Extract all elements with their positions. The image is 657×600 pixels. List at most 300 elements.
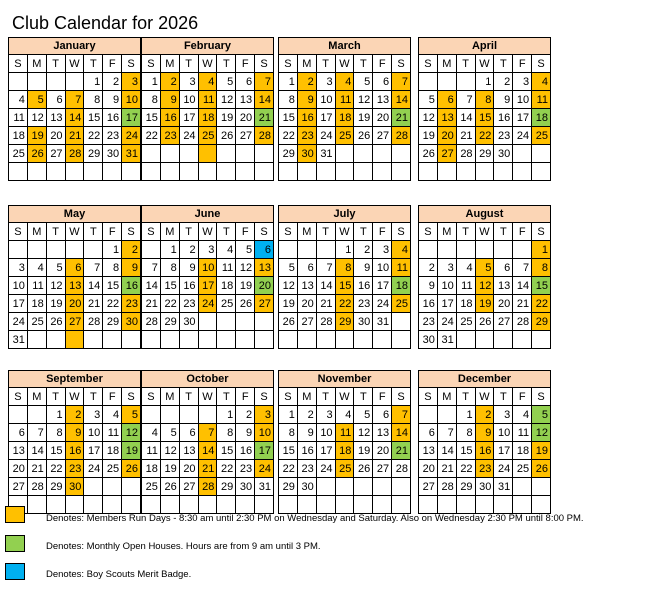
weekday-header: W <box>66 388 85 406</box>
day-cell: 24 <box>199 295 218 313</box>
day-cell: 7 <box>392 406 411 424</box>
empty-cell <box>255 313 274 331</box>
empty-cell <box>476 331 495 349</box>
empty-cell <box>532 145 551 163</box>
weekday-header: T <box>217 55 236 73</box>
day-cell: 27 <box>494 313 513 331</box>
weekday-header: F <box>103 55 122 73</box>
day-cell: 9 <box>66 424 85 442</box>
weekday-header: S <box>392 388 411 406</box>
day-cell: 7 <box>84 259 103 277</box>
weekday-header: S <box>9 55 28 73</box>
empty-cell <box>199 163 218 181</box>
day-cell: 7 <box>392 73 411 91</box>
weekday-header: S <box>279 223 298 241</box>
day-cell: 21 <box>84 295 103 313</box>
day-cell: 1 <box>142 73 161 91</box>
day-cell: 28 <box>438 478 457 496</box>
day-cell: 4 <box>199 73 218 91</box>
weekday-header: S <box>279 388 298 406</box>
day-cell: 23 <box>180 295 199 313</box>
weekday-header: S <box>532 55 551 73</box>
empty-cell <box>255 145 274 163</box>
day-cell: 11 <box>103 424 122 442</box>
day-cell: 17 <box>84 442 103 460</box>
day-cell: 20 <box>298 295 317 313</box>
weekday-header: T <box>494 223 513 241</box>
weekday-header: S <box>279 55 298 73</box>
day-cell: 9 <box>122 259 141 277</box>
empty-cell <box>279 331 298 349</box>
day-cell: 18 <box>457 295 476 313</box>
empty-cell <box>236 145 255 163</box>
weekday-header: F <box>373 388 392 406</box>
day-cell: 14 <box>392 424 411 442</box>
empty-cell <box>199 406 218 424</box>
empty-cell <box>438 241 457 259</box>
day-cell: 28 <box>392 460 411 478</box>
day-cell: 22 <box>532 295 551 313</box>
empty-cell <box>84 241 103 259</box>
day-cell: 1 <box>217 406 236 424</box>
weekday-header: W <box>336 388 355 406</box>
empty-cell <box>392 163 411 181</box>
empty-cell <box>513 496 532 514</box>
day-cell: 19 <box>28 127 47 145</box>
empty-cell <box>66 73 85 91</box>
day-cell: 17 <box>438 295 457 313</box>
empty-cell <box>532 331 551 349</box>
weekday-header: T <box>354 223 373 241</box>
day-cell: 14 <box>513 277 532 295</box>
empty-cell <box>47 241 66 259</box>
empty-cell <box>236 331 255 349</box>
day-cell: 21 <box>457 127 476 145</box>
empty-cell <box>28 163 47 181</box>
empty-cell <box>494 241 513 259</box>
weekday-header: T <box>47 55 66 73</box>
day-cell: 12 <box>476 277 495 295</box>
empty-cell <box>317 496 336 514</box>
month-october <box>141 370 274 514</box>
day-cell: 18 <box>28 295 47 313</box>
day-cell: 26 <box>47 313 66 331</box>
day-cell: 2 <box>298 406 317 424</box>
day-cell: 29 <box>457 478 476 496</box>
day-cell: 13 <box>419 442 438 460</box>
day-cell: 1 <box>336 241 355 259</box>
day-cell: 20 <box>373 442 392 460</box>
day-cell: 1 <box>457 406 476 424</box>
day-cell: 25 <box>28 313 47 331</box>
day-cell: 10 <box>438 277 457 295</box>
day-cell: 2 <box>236 406 255 424</box>
day-cell: 11 <box>457 277 476 295</box>
day-cell: 17 <box>317 109 336 127</box>
day-cell: 19 <box>476 295 495 313</box>
day-cell: 20 <box>180 460 199 478</box>
empty-cell <box>457 496 476 514</box>
empty-cell <box>103 163 122 181</box>
day-cell: 19 <box>419 127 438 145</box>
day-cell: 27 <box>419 478 438 496</box>
day-cell: 5 <box>47 259 66 277</box>
day-cell: 11 <box>513 424 532 442</box>
day-cell: 3 <box>180 73 199 91</box>
day-cell: 14 <box>255 91 274 109</box>
day-cell: 22 <box>47 460 66 478</box>
month-april <box>418 37 551 181</box>
day-cell: 4 <box>336 406 355 424</box>
empty-cell <box>47 331 66 349</box>
empty-cell <box>336 496 355 514</box>
day-cell: 20 <box>9 460 28 478</box>
day-cell: 28 <box>392 127 411 145</box>
empty-cell <box>142 331 161 349</box>
weekday-header: M <box>298 223 317 241</box>
day-cell: 9 <box>161 91 180 109</box>
weekday-header: S <box>419 223 438 241</box>
day-cell: 13 <box>255 259 274 277</box>
empty-cell <box>457 163 476 181</box>
day-cell: 25 <box>457 313 476 331</box>
empty-cell <box>161 145 180 163</box>
day-cell: 2 <box>494 73 513 91</box>
weekday-header: S <box>142 223 161 241</box>
day-cell: 23 <box>354 295 373 313</box>
day-cell: 6 <box>298 259 317 277</box>
empty-cell <box>142 241 161 259</box>
empty-cell <box>161 163 180 181</box>
day-cell: 20 <box>438 127 457 145</box>
day-cell: 6 <box>47 91 66 109</box>
empty-cell <box>532 163 551 181</box>
day-cell: 10 <box>255 424 274 442</box>
day-cell: 5 <box>476 259 495 277</box>
day-cell: 24 <box>255 460 274 478</box>
day-cell: 8 <box>476 91 495 109</box>
day-cell: 30 <box>236 478 255 496</box>
day-cell: 7 <box>66 91 85 109</box>
day-cell: 2 <box>476 406 495 424</box>
empty-cell <box>373 163 392 181</box>
day-cell: 5 <box>122 406 141 424</box>
empty-cell <box>66 331 85 349</box>
day-cell: 22 <box>279 460 298 478</box>
weekday-header: T <box>494 55 513 73</box>
day-cell: 2 <box>122 241 141 259</box>
day-cell: 19 <box>532 442 551 460</box>
empty-cell <box>279 496 298 514</box>
day-cell: 13 <box>66 277 85 295</box>
day-cell: 30 <box>122 313 141 331</box>
empty-cell <box>84 496 103 514</box>
empty-cell <box>9 406 28 424</box>
day-cell: 18 <box>392 277 411 295</box>
day-cell: 26 <box>28 145 47 163</box>
day-cell: 18 <box>199 109 218 127</box>
day-cell: 10 <box>84 424 103 442</box>
day-cell: 21 <box>142 295 161 313</box>
empty-cell <box>66 241 85 259</box>
month-title: July <box>279 206 411 223</box>
day-cell: 14 <box>28 442 47 460</box>
day-cell: 13 <box>494 277 513 295</box>
day-cell: 8 <box>47 424 66 442</box>
day-cell: 25 <box>513 460 532 478</box>
weekday-header: M <box>438 388 457 406</box>
empty-cell <box>438 496 457 514</box>
empty-cell <box>47 496 66 514</box>
weekday-header: M <box>28 223 47 241</box>
day-cell: 27 <box>47 145 66 163</box>
empty-cell <box>255 331 274 349</box>
empty-cell <box>392 145 411 163</box>
day-cell: 2 <box>354 241 373 259</box>
empty-cell <box>476 496 495 514</box>
empty-cell <box>161 331 180 349</box>
day-cell: 18 <box>103 442 122 460</box>
month-title: September <box>9 371 141 388</box>
day-cell: 13 <box>47 109 66 127</box>
day-cell: 23 <box>161 127 180 145</box>
day-cell: 21 <box>255 109 274 127</box>
day-cell: 24 <box>317 460 336 478</box>
empty-cell <box>419 406 438 424</box>
day-cell: 8 <box>103 259 122 277</box>
empty-cell <box>457 331 476 349</box>
day-cell: 27 <box>298 313 317 331</box>
empty-cell <box>255 496 274 514</box>
day-cell: 5 <box>532 406 551 424</box>
day-cell: 23 <box>494 127 513 145</box>
day-cell: 8 <box>217 424 236 442</box>
empty-cell <box>255 163 274 181</box>
day-cell: 31 <box>255 478 274 496</box>
day-cell: 28 <box>457 145 476 163</box>
weekday-header: S <box>255 55 274 73</box>
empty-cell <box>513 241 532 259</box>
day-cell: 19 <box>354 442 373 460</box>
day-cell: 20 <box>373 109 392 127</box>
weekday-header: S <box>255 223 274 241</box>
empty-cell <box>84 163 103 181</box>
day-cell: 25 <box>392 295 411 313</box>
empty-cell <box>317 478 336 496</box>
weekday-header: F <box>513 388 532 406</box>
day-cell: 9 <box>180 259 199 277</box>
empty-cell <box>317 163 336 181</box>
day-cell: 30 <box>494 145 513 163</box>
weekday-header: F <box>373 223 392 241</box>
weekday-header: W <box>476 55 495 73</box>
day-cell: 31 <box>494 478 513 496</box>
day-cell: 15 <box>279 109 298 127</box>
day-cell: 11 <box>9 109 28 127</box>
month-title: June <box>142 206 274 223</box>
legend-swatch-green <box>5 535 25 552</box>
day-cell: 16 <box>354 277 373 295</box>
day-cell: 30 <box>180 313 199 331</box>
empty-cell <box>142 163 161 181</box>
empty-cell <box>336 163 355 181</box>
empty-cell <box>199 313 218 331</box>
empty-cell <box>199 331 218 349</box>
day-cell: 3 <box>84 406 103 424</box>
empty-cell <box>392 331 411 349</box>
day-cell: 16 <box>298 442 317 460</box>
day-cell: 15 <box>279 442 298 460</box>
empty-cell <box>236 313 255 331</box>
empty-cell <box>217 313 236 331</box>
day-cell: 18 <box>9 127 28 145</box>
empty-cell <box>9 73 28 91</box>
weekday-header: M <box>438 55 457 73</box>
empty-cell <box>217 163 236 181</box>
day-cell: 30 <box>298 145 317 163</box>
empty-cell <box>373 145 392 163</box>
day-cell: 8 <box>457 424 476 442</box>
day-cell: 4 <box>103 406 122 424</box>
day-cell: 2 <box>66 406 85 424</box>
day-cell: 7 <box>317 259 336 277</box>
day-cell: 20 <box>494 295 513 313</box>
page-title: Club Calendar for 2026 <box>12 13 199 33</box>
empty-cell <box>476 163 495 181</box>
weekday-header: M <box>298 55 317 73</box>
day-cell: 15 <box>476 109 495 127</box>
day-cell: 2 <box>298 73 317 91</box>
day-cell: 17 <box>255 442 274 460</box>
empty-cell <box>419 241 438 259</box>
day-cell: 1 <box>161 241 180 259</box>
empty-cell <box>298 241 317 259</box>
weekday-header: M <box>161 223 180 241</box>
day-cell: 15 <box>532 277 551 295</box>
empty-cell <box>354 145 373 163</box>
day-cell: 9 <box>298 424 317 442</box>
weekday-header: T <box>317 55 336 73</box>
day-cell: 15 <box>142 109 161 127</box>
day-cell: 12 <box>236 259 255 277</box>
month-december <box>418 370 551 514</box>
day-cell: 27 <box>180 478 199 496</box>
empty-cell <box>279 241 298 259</box>
day-cell: 10 <box>513 91 532 109</box>
day-cell: 4 <box>217 241 236 259</box>
day-cell: 11 <box>392 259 411 277</box>
day-cell: 1 <box>103 241 122 259</box>
month-title: October <box>142 371 274 388</box>
day-cell: 17 <box>122 109 141 127</box>
month-march <box>278 37 411 181</box>
weekday-header: W <box>199 388 218 406</box>
day-cell: 6 <box>236 73 255 91</box>
day-cell: 15 <box>103 277 122 295</box>
day-cell: 3 <box>513 73 532 91</box>
day-cell: 9 <box>103 91 122 109</box>
month-may <box>8 205 141 349</box>
day-cell: 12 <box>28 109 47 127</box>
month-title: January <box>9 38 141 55</box>
empty-cell <box>142 406 161 424</box>
weekday-header: T <box>317 223 336 241</box>
day-cell: 9 <box>298 91 317 109</box>
month-title: March <box>279 38 411 55</box>
day-cell: 29 <box>279 145 298 163</box>
day-cell: 9 <box>236 424 255 442</box>
empty-cell <box>217 331 236 349</box>
day-cell: 30 <box>354 313 373 331</box>
empty-cell <box>476 241 495 259</box>
empty-cell <box>236 496 255 514</box>
day-cell: 31 <box>317 145 336 163</box>
weekday-header: M <box>298 388 317 406</box>
day-cell: 28 <box>199 478 218 496</box>
day-cell: 4 <box>532 73 551 91</box>
empty-cell <box>373 496 392 514</box>
day-cell: 11 <box>28 277 47 295</box>
day-cell: 24 <box>494 460 513 478</box>
weekday-header: S <box>532 388 551 406</box>
day-cell: 19 <box>279 295 298 313</box>
empty-cell <box>66 163 85 181</box>
day-cell: 26 <box>532 460 551 478</box>
empty-cell <box>47 163 66 181</box>
day-cell: 30 <box>103 145 122 163</box>
day-cell: 26 <box>476 313 495 331</box>
day-cell: 18 <box>217 277 236 295</box>
day-cell: 2 <box>419 259 438 277</box>
day-cell: 12 <box>354 424 373 442</box>
day-cell: 5 <box>354 406 373 424</box>
empty-cell <box>317 241 336 259</box>
day-cell: 21 <box>317 295 336 313</box>
day-cell: 23 <box>236 460 255 478</box>
empty-cell <box>532 478 551 496</box>
weekday-header: T <box>47 388 66 406</box>
day-cell: 3 <box>199 241 218 259</box>
day-cell: 19 <box>161 460 180 478</box>
day-cell: 26 <box>217 127 236 145</box>
weekday-header: S <box>255 388 274 406</box>
day-cell: 8 <box>84 91 103 109</box>
day-cell: 7 <box>255 73 274 91</box>
day-cell: 13 <box>373 424 392 442</box>
day-cell: 16 <box>122 277 141 295</box>
month-november <box>278 370 411 514</box>
weekday-header: W <box>66 223 85 241</box>
day-cell: 1 <box>279 406 298 424</box>
day-cell: 6 <box>9 424 28 442</box>
empty-cell <box>513 331 532 349</box>
weekday-header: F <box>513 55 532 73</box>
empty-cell <box>103 478 122 496</box>
empty-cell <box>354 496 373 514</box>
month-title: May <box>9 206 141 223</box>
day-cell: 21 <box>392 109 411 127</box>
day-cell: 13 <box>180 442 199 460</box>
day-cell: 19 <box>47 295 66 313</box>
day-cell: 28 <box>142 313 161 331</box>
day-cell: 23 <box>122 295 141 313</box>
day-cell: 30 <box>66 478 85 496</box>
empty-cell <box>513 478 532 496</box>
month-title: December <box>419 371 551 388</box>
day-cell: 21 <box>438 460 457 478</box>
day-cell: 16 <box>66 442 85 460</box>
day-cell: 14 <box>66 109 85 127</box>
